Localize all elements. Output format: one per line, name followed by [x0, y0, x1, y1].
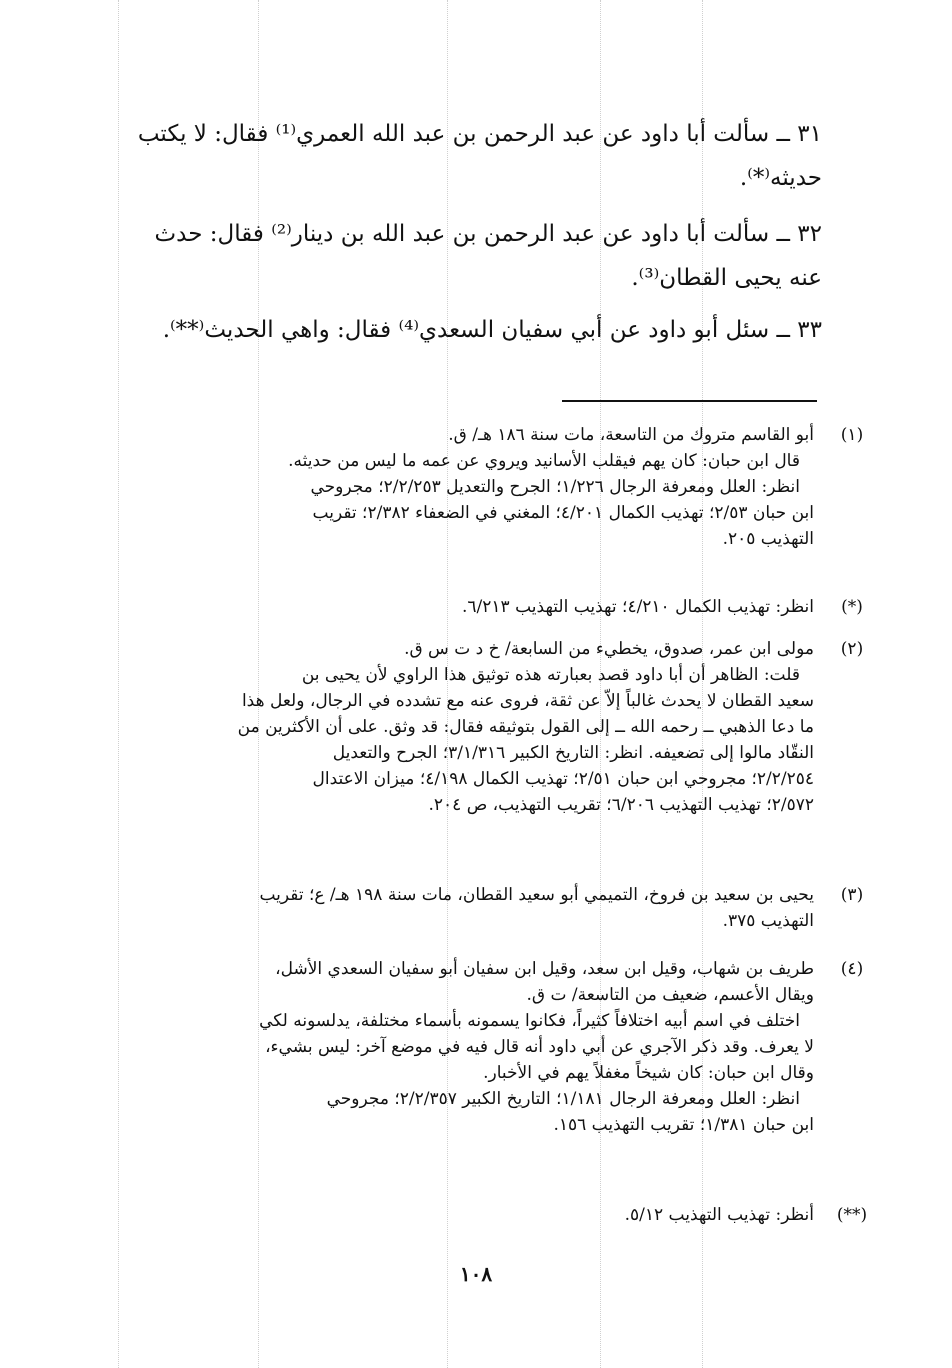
question-31 — [118, 112, 822, 200]
footnote-label: (٤) — [840, 959, 864, 979]
question-line: ٣٢ ــ سألت أبا داود عن عبد الرحمن بن عبد الله بن دينار⁽²⁾ فقال: حدث — [154, 221, 822, 247]
question-33 — [118, 308, 822, 352]
footnote-line: قال ابن حبان: كان يهم فيقلب الأسانيد ويروي عن عمه ما ليس من حديثه. — [288, 451, 800, 471]
footnote-3 — [118, 882, 864, 934]
footnote-label: (*) — [841, 597, 863, 617]
footnote-1 — [118, 422, 864, 552]
footnote-label: (**) — [836, 1205, 868, 1225]
footnote-line: انظر: العلل ومعرفة الرجال ١/٢٢٦؛ الجرح والتعديل ٢/٢/٢٥٣؛ مجروحي — [310, 477, 800, 497]
footnote-label: (٣) — [840, 885, 864, 905]
footnote-line: التهذيب ٢٠٥. — [722, 529, 814, 549]
page-number: ١٠٨ — [459, 1262, 493, 1286]
footnote-double-star — [118, 1202, 868, 1228]
footnote-line: يحيى بن سعيد بن فروخ، التميمي أبو سعيد القطان، مات سنة ١٩٨ هـ/ ع؛ تقريب — [259, 885, 814, 905]
footnote-line: ٢/٥٧٢؛ تهذيب التهذيب ٦/٢٠٦؛ تقريب التهذيب، ص ٢٠٤. — [428, 795, 814, 815]
footnote-label: (١) — [840, 425, 864, 445]
footnote-line: اختلف في اسم أبيه اختلافاً كثيراً، فكانوا يسمونه بأسماء مختلفة، يدلسونه لكي — [259, 1011, 800, 1031]
footnote-line: قلت: الظاهر أن أبا داود قصد بعبارته هذه توثيق هذا الراوي لأن يحيى بن — [301, 665, 800, 685]
footnote-line: لا يعرف. وقد ذكر الآجري عن أبي داود أنه قال فيه في موضع آخر: ليس بشيء، — [265, 1037, 814, 1057]
question-line: ٣١ ــ سألت أبا داود عن عبد الرحمن بن عبد الله العمري⁽¹⁾ فقال: لا يكتب — [137, 121, 822, 147]
footnote-line: النقّاد مالوا إلى تضعيفه. انظر: التاريخ الكبير ٣/١/٣١٦؛ الجرح والتعديل — [332, 743, 814, 763]
footnote-label: (٢) — [840, 639, 864, 659]
footnote-line: أنظر: تهذيب التهذيب ٥/١٢. — [624, 1205, 814, 1225]
question-32 — [118, 212, 822, 300]
footnote-line: مولى ابن عمر، صدوق، يخطيء من السابعة/ خ د ت س ق. — [404, 639, 814, 659]
footnote-line: التهذيب ٣٧٥. — [722, 911, 814, 931]
footnote-star — [118, 594, 863, 620]
footnote-line: انظر: تهذيب الكمال ٤/٢١٠؛ تهذيب التهذيب ٦/٢١٣. — [462, 597, 814, 617]
footnote-line: طريف بن شهاب، وقيل ابن سعد، وقيل ابن سفيان أبو سفيان السعدي الأشل، — [275, 959, 814, 979]
footnote-line: ابن حبان ١/٣٨١؛ تقريب التهذيب ١٥٦. — [553, 1115, 814, 1135]
footnote-line: ابن حبان ٢/٥٣؛ تهذيب الكمال ٤/٢٠١؛ المغني في الضعفاء ٢/٣٨٢؛ تقريب — [312, 503, 814, 523]
footnote-line: وقال ابن حبان: كان شيخاً مغفلاً يهم في الأخبار. — [483, 1063, 814, 1083]
footnote-line: ٢/٢/٢٥٤؛ مجروحي ابن حبان ٢/٥١؛ تهذيب الكمال ٤/١٩٨؛ ميزان الاعتدال — [312, 769, 814, 789]
footnote-line: ما دعا الذهبي ــ رحمه الله ــ إلى القول بتوثيقه فقال: قد وثق. على أن الأكثرين من — [237, 717, 814, 737]
footnote-line: انظر: العلل ومعرفة الرجال ١/١٨١؛ التاريخ الكبير ٢/٢/٣٥٧؛ مجروحي — [326, 1089, 800, 1109]
footnote-line: أبو القاسم متروك من التاسعة، مات سنة ١٨٦ هـ/ ق. — [448, 425, 814, 445]
question-line: حديثه⁽*⁾. — [739, 165, 822, 191]
footnote-line: ويقال الأعسم، ضعيف من التاسعة/ ت ق. — [526, 985, 814, 1005]
footnote-separator — [562, 400, 817, 402]
question-line: ٣٣ ــ سئل أبو داود عن أبي سفيان السعدي⁽⁴⁾ فقال: واهي الحديث⁽**⁾. — [162, 317, 822, 343]
footnote-4 — [118, 956, 864, 1138]
footnote-line: سعيد القطان لا يحدث غالباً إلاّ عن ثقة، فروى عنه مع تشدده في الرجال، ولعل هذا — [241, 691, 814, 711]
footnote-2 — [118, 636, 864, 818]
question-line: عنه يحيى القطان⁽³⁾. — [631, 265, 822, 291]
